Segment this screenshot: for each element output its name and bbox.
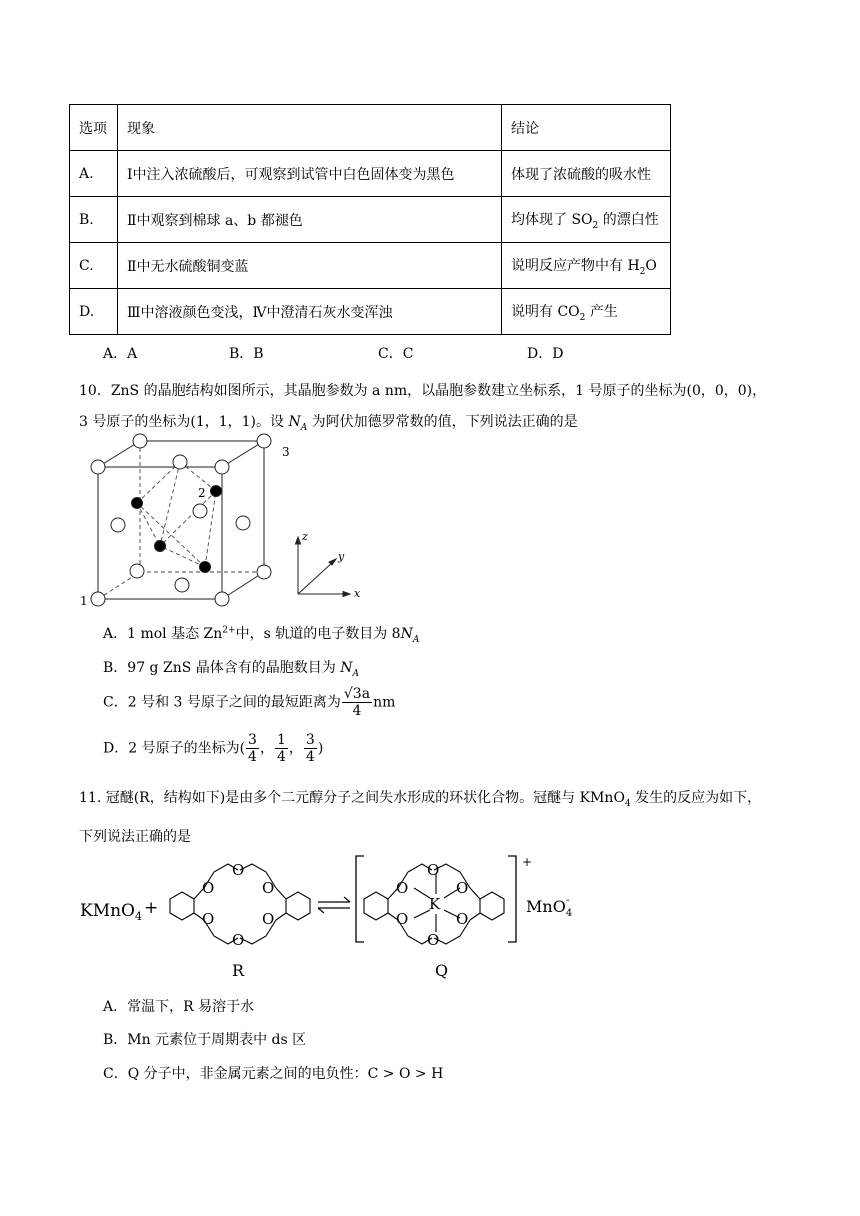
q10-text: 3 号原子的坐标为(1，1，1)。设 [79, 414, 289, 430]
superscript: 2+ [222, 625, 236, 636]
kmno4-formula: KMnO$_4$ [80, 901, 142, 923]
conclusion-text: 产生 [585, 303, 618, 320]
q10-stem-line1: 10．ZnS 的晶胞结构如图所示，其晶胞参数为 a nm，以晶胞参数建立坐标系，1 号原子的坐标为(0，0，0)， [79, 383, 767, 399]
conclusion-text: 均体现了 SO [511, 211, 593, 228]
fraction [275, 732, 288, 765]
oxygen-atom: O [202, 879, 215, 897]
q10-stem-line2 [79, 411, 578, 433]
table-header-cell: 选项 [70, 105, 118, 151]
oxygen-atom: O [232, 861, 245, 879]
oxygen-atom: O [396, 910, 409, 928]
subscript: 2 [639, 266, 646, 277]
table-cell: B. [70, 197, 118, 243]
table-row [70, 197, 671, 243]
na-symbol: N [400, 626, 413, 642]
fraction [246, 732, 259, 765]
q11-option-a[interactable]: A．常温下，R 易溶于水 [103, 999, 255, 1015]
q9-option-a[interactable]: A．A [103, 346, 138, 362]
fraction-denominator: 4 [305, 749, 315, 765]
table-cell: C. [70, 243, 118, 289]
table-cell: A. [70, 151, 118, 197]
table-cell: Ⅱ中观察到棉球 a、b 都褪色 [118, 197, 502, 243]
table-row [70, 151, 671, 197]
option-text: nm [373, 694, 396, 711]
q10-option-d[interactable] [103, 732, 323, 765]
complex-charge: + [522, 855, 533, 869]
fraction-numerator: 3 [305, 732, 315, 748]
oxygen-atom: O [456, 910, 469, 928]
subscript: 4 [624, 798, 631, 809]
table-cell [502, 243, 671, 289]
options-table [69, 104, 671, 335]
q10-option-a[interactable] [103, 623, 419, 645]
option-text: A．1 mol 基态 Zn [103, 626, 223, 642]
q11-text: 发生的反应为如下， [630, 790, 762, 806]
oxygen-atom: O [202, 910, 215, 928]
fraction-denominator: 4 [248, 749, 257, 765]
fraction-numerator: 3 [248, 732, 257, 748]
table-cell: Ⅲ中溶液颜色变浅，Ⅳ中澄清石灰水变浑浊 [118, 289, 502, 335]
option-text: D．2 号原子的坐标为( [103, 740, 246, 757]
label-r: R [232, 961, 245, 980]
option-text: B．97 g ZnS 晶体含有的晶胞数目为 [103, 660, 341, 676]
na-symbol: N [340, 660, 353, 676]
separator: ， [259, 740, 274, 757]
conclusion-text: O [645, 257, 657, 274]
na-symbol: N [288, 414, 301, 430]
zns-unit-cell-diagram [80, 436, 375, 614]
atom-label-1: 1 [80, 594, 88, 608]
option-text: 中，s 轨道的电子数目为 8 [235, 626, 401, 642]
q9-option-b[interactable]: B．B [229, 346, 264, 362]
q10-option-c[interactable] [103, 686, 395, 719]
oxygen-atom: O [427, 931, 440, 949]
atom-label-3: 3 [282, 445, 290, 459]
option-text: ) [317, 740, 324, 757]
fraction [342, 686, 372, 719]
fraction-numerator: √3a [343, 686, 371, 702]
table-row [70, 243, 671, 289]
separator: ， [288, 740, 303, 757]
axis-label-z: z [302, 530, 308, 543]
q10-option-b[interactable] [103, 657, 359, 679]
fraction-denominator: 4 [276, 749, 286, 765]
equilibrium-arrow-icon [318, 897, 350, 913]
q11-option-b[interactable]: B．Mn 元素位于周期表中 ds 区 [103, 1032, 307, 1048]
table-cell: 体现了浓硫酸的吸水性 [502, 151, 671, 197]
plus-sign: + [144, 898, 159, 918]
oxygen-atom: O [262, 910, 275, 928]
atom-label-2: 2 [198, 486, 206, 500]
table-header-cell: 结论 [502, 105, 671, 151]
table-header-row [70, 105, 671, 151]
q9-option-c[interactable]: C．C [378, 346, 414, 362]
fraction [304, 732, 317, 765]
oxygen-atom: O [232, 931, 245, 949]
table-cell: Ⅱ中无水硫酸铜变蓝 [118, 243, 502, 289]
oxygen-atom: O [456, 879, 469, 897]
table-cell: D. [70, 289, 118, 335]
table-cell [502, 289, 671, 335]
atoms [91, 434, 271, 606]
label-q: Q [435, 961, 449, 980]
mno4-ion: MnO$_4$- [526, 895, 573, 919]
fraction-numerator: 1 [276, 732, 286, 748]
fraction-denominator: 4 [352, 703, 362, 719]
table-cell: Ⅰ中注入浓硫酸后，可观察到试管中白色固体变为黑色 [118, 151, 502, 197]
axes-icon [296, 537, 351, 597]
na-subscript: A [300, 422, 308, 433]
conclusion-text: 说明反应产物中有 H [511, 257, 640, 274]
subscript: 2 [592, 220, 599, 231]
conclusion-text: 的漂白性 [598, 211, 659, 228]
option-text: C．2 号和 3 号原子之间的最短距离为 [103, 694, 341, 711]
axis-label-x: x [354, 587, 361, 600]
potassium-atom: K [429, 895, 441, 913]
na-subscript: A [352, 668, 359, 679]
oxygen-atom: O [396, 879, 409, 897]
crown-ether-reaction-diagram [75, 845, 595, 990]
q10-text: 为阿伏加德罗常数的值，下列说法正确的是 [307, 414, 578, 430]
oxygen-atom: O [427, 861, 440, 879]
q11-stem-line1 [79, 787, 761, 809]
na-subscript: A [412, 634, 420, 645]
table-cell [502, 197, 671, 243]
q11-text: 11. 冠醚(R，结构如下)是由多个二元醇分子之间失水形成的环状化合物。冠醚与 KMnO [79, 790, 625, 806]
oxygen-atom: O [262, 879, 275, 897]
table-header-cell: 现象 [118, 105, 502, 151]
q9-option-d[interactable]: D．D [527, 346, 564, 362]
axis-label-y: y [338, 550, 345, 563]
table-row [70, 289, 671, 335]
subscript: 2 [579, 312, 586, 323]
q11-option-c[interactable]: C．Q 分子中，非金属元素之间的电负性：C > O > H [103, 1066, 444, 1082]
conclusion-text: 说明有 CO [511, 303, 580, 320]
q11-stem-line2: 下列说法正确的是 [79, 829, 191, 845]
